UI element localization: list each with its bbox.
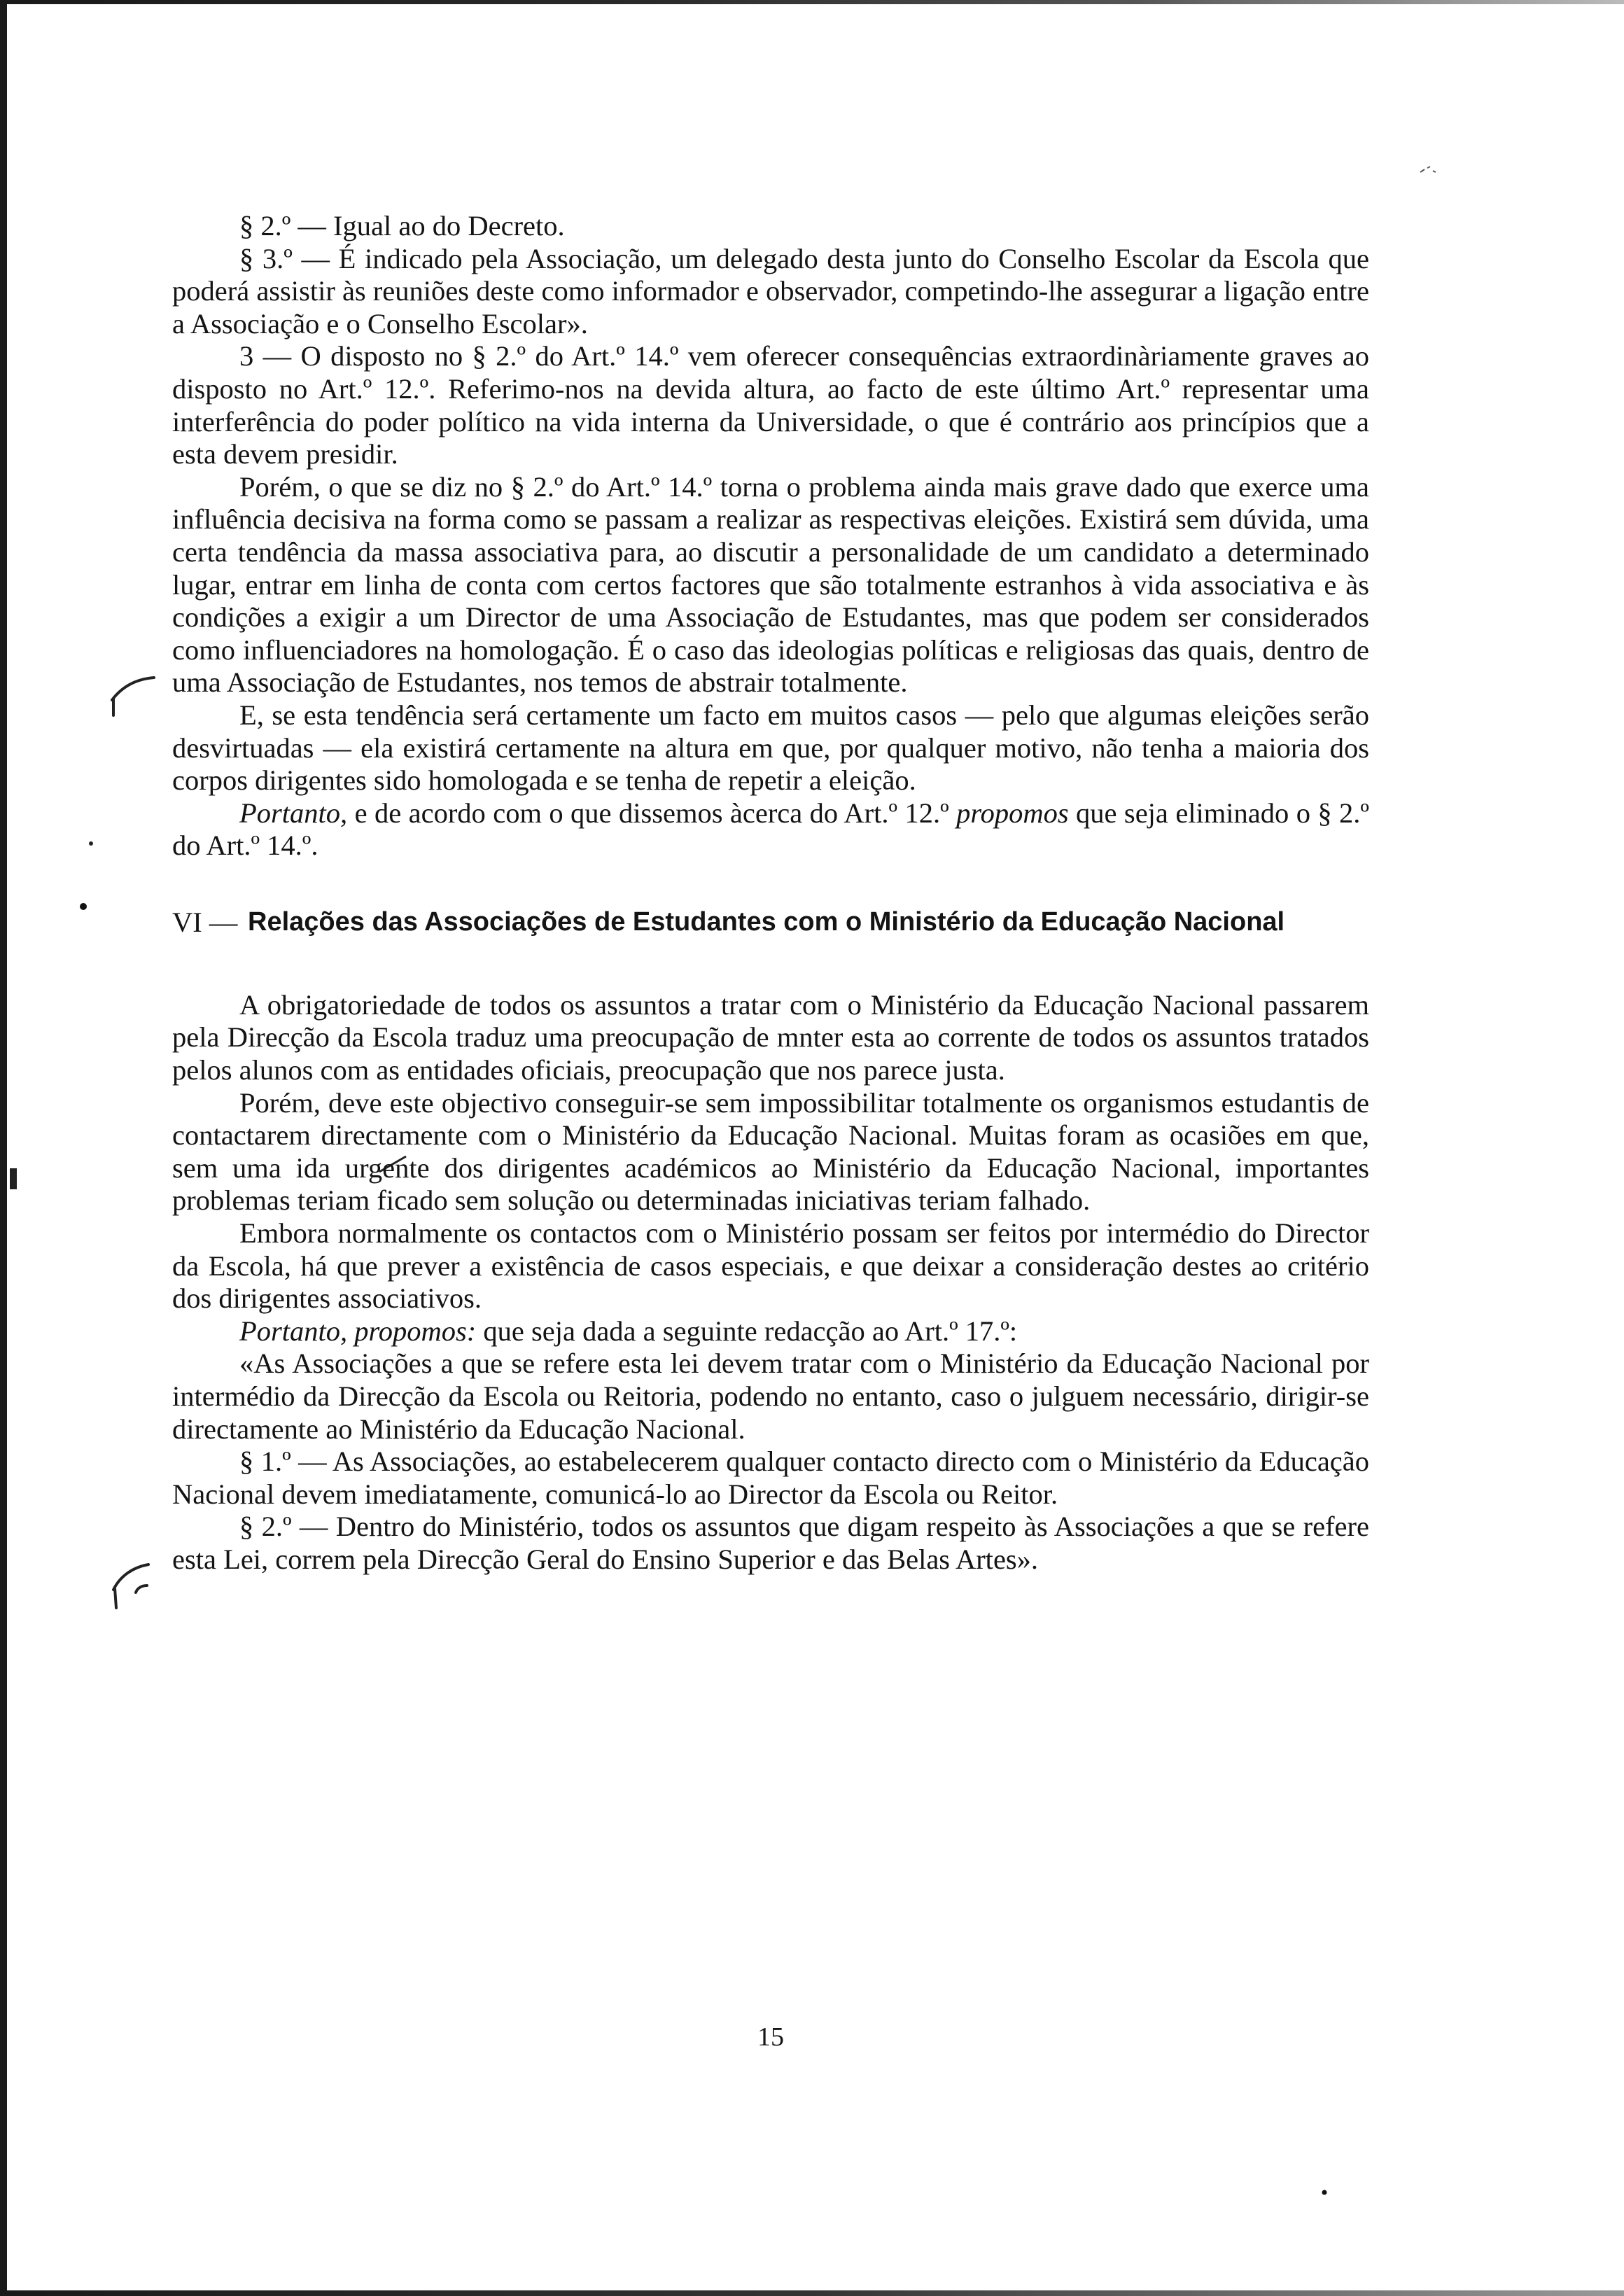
- paragraph: Porém, o que se diz no § 2.º do Art.º 14.º torna o problema ainda mais grave dado que exerce uma influência decisiva na forma como se passam a realizar as respectivas eleições. Existirá sem dúvida, uma certa tendência da massa associativa para, ao discutir a personalidade de um candidato a determinado lugar, entrar em linha de conta com certos factores que são totalmente estranhos à vida associativa e às condições a exigir a um Director de uma Associação de Estudantes, mas que podem ser considerados como influenciadores na homologação. É o caso das ideologias políticas e religiosas das quais, dentro de uma Associação de Estudantes, nos temos de abstrair totalmente.: [172, 470, 1369, 699]
- paragraph: § 2.º — Igual ao do Decreto.: [239, 210, 565, 241]
- page-body: [172, 210, 1369, 1576]
- margin-dot-3: [1320, 2188, 1329, 2197]
- paragraph: A obrigatoriedade de todos os assuntos a tratar com o Ministério da Educação Nacional passarem pela Direcção da Escola traduz uma preocupação de mnter esta ao corrente de todos os assuntos tratados pelos alunos com as entidades oficiais, preocupação que nos parece justa.: [172, 988, 1369, 1086]
- paragraph-text: que seja dada a seguinte redacção ao Art.º 17.º:: [476, 1315, 1018, 1347]
- scan-edge-bottom: [0, 2290, 1624, 2296]
- paragraph-text: que seja eliminado o § 2.º do Art.º 14.º.: [172, 797, 1369, 862]
- paragraph: Porém, deve este objectivo conseguir-se sem impossibilitar totalmente os organismos estudantis de contactarem directamente com o Ministério da Educação Nacional. Muitas foram as ocasiões em que, sem uma ida urgente dos dirigentes académicos ao Ministério da Educação Nacional, importantes problemas teriam ficado sem solução ou determinadas iniciativas teriam falhado.: [172, 1086, 1369, 1217]
- margin-mark-1: [105, 672, 168, 721]
- proposal-paragraph: [172, 797, 1369, 862]
- paragraph: § 3.º — É indicado pela Associação, um delegado desta junto do Conselho Escolar da Escola que poderá assistir às reuniões deste como informador e observador, competindo-lhe assegurar a ligação entre a Associação e o Conselho Escolar».: [172, 242, 1369, 340]
- paragraph-text: e de acordo com o que dissemos àcerca do Art.º 12.º: [347, 797, 957, 829]
- quoted-article: § 2.º — Dentro do Ministério, todos os assuntos que digam respeito às Associações a que se refere esta Lei, correm pela Direcção Geral do Ensino Superior e das Belas Artes».: [172, 1511, 1369, 1575]
- section-heading: [172, 906, 1369, 939]
- paragraph: E, se esta tendência será certamente um facto em muitos casos — pelo que algumas eleições serão desvirtuadas — ela existirá certamente na altura em que, por qualquer motivo, não tenha a maioria dos corpos dirigentes sido homologada e se tenha de repetir a eleição.: [172, 699, 1369, 797]
- proposal-paragraph: [172, 1315, 1369, 1348]
- scan-edge-top: [0, 0, 1624, 4]
- page-number: 15: [757, 2022, 784, 2052]
- section-title: Relações das Associações de Estudantes com o Ministério da Educação Nacional: [248, 906, 1285, 937]
- margin-dot-1: [86, 839, 96, 848]
- emphasis-text: Portanto, propomos:: [239, 1315, 477, 1347]
- margin-mark-3: [8, 1166, 25, 1194]
- section-ministerio: [172, 989, 1369, 1576]
- stray-mark-corner: [1418, 162, 1438, 176]
- scan-edge-left: [0, 0, 7, 2296]
- paragraph: Embora normalmente os contactos com o Ministério possam ser feitos por intermédio do Director da Escola, há que prever a existência de casos especiais, e que deixar a consideração destes ao critério dos dirigentes associativos.: [172, 1217, 1369, 1315]
- margin-dot-2: [78, 900, 89, 913]
- emphasis-text: propomos: [956, 797, 1069, 829]
- quoted-article: «As Associações a que se refere esta lei devem tratar com o Ministério da Educação Nacional por intermédio da Direcção da Escola ou Reitoria, podendo no entanto, caso o julguem necessário, dirigir-se directamente ao Ministério da Educação Nacional.: [172, 1348, 1369, 1445]
- section-art14: [172, 210, 1369, 862]
- section-number: VI —: [172, 906, 238, 938]
- quoted-article: § 1.º — As Associações, ao estabelecerem qualquer contacto directo com o Ministério da Educação Nacional devem imediatamente, comunicá-lo ao Director da Escola ou Reitor.: [172, 1446, 1369, 1510]
- emphasis-text: Portanto,: [239, 797, 348, 829]
- paragraph: 3 — O disposto no § 2.º do Art.º 14.º vem oferecer consequências extraordinàriamente graves ao disposto no Art.º 12.º. Referimo-nos na devida altura, ao facto de este último Art.º representar uma interferência do poder político na vida interna da Universidade, o que é contrário aos princípios que a esta devem presidir.: [172, 340, 1369, 470]
- margin-mark-2: [105, 1558, 168, 1614]
